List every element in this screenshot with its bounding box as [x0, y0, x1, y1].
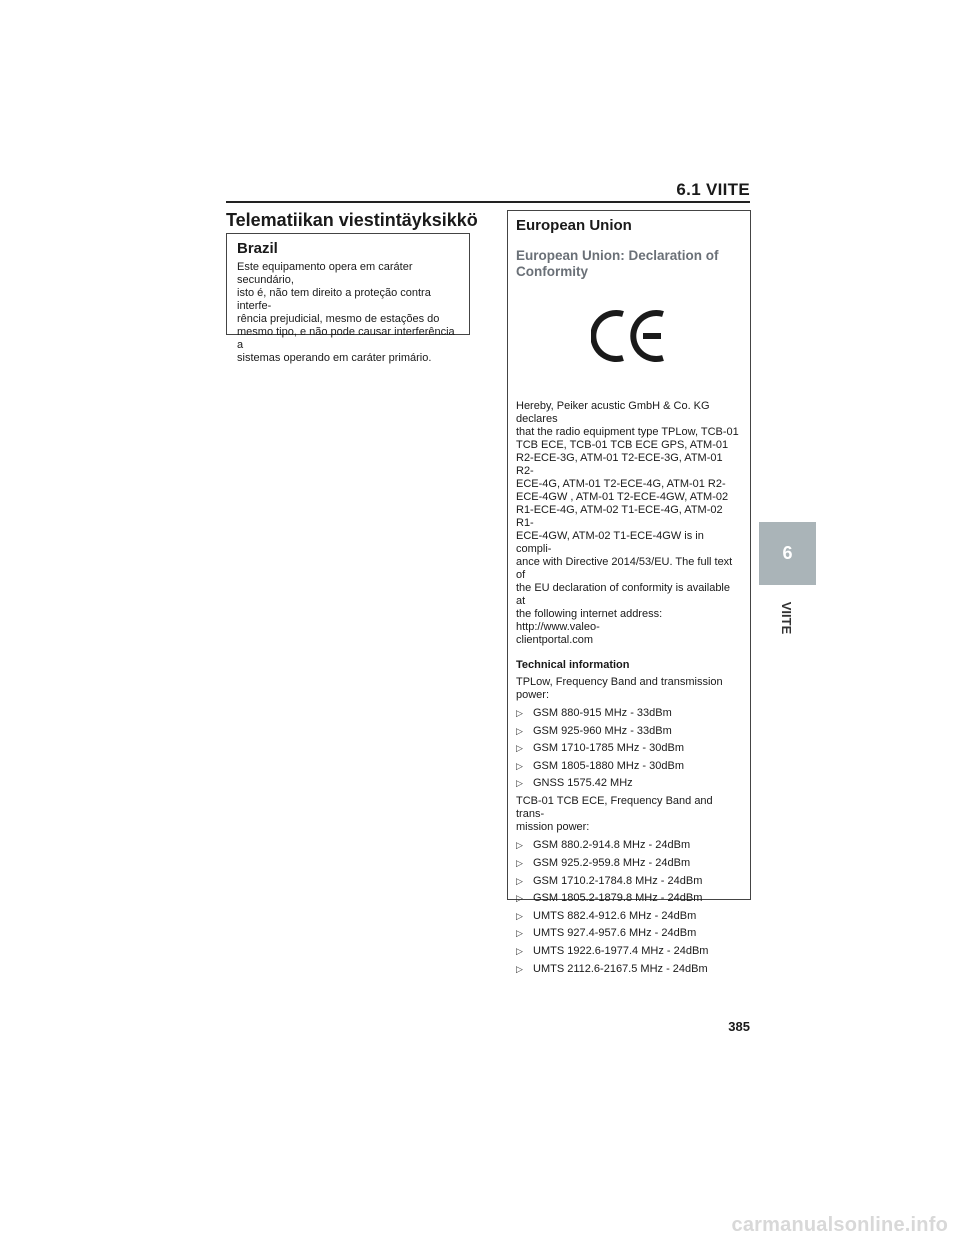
header-title: 6.1 VIITE [676, 180, 750, 199]
bullet-icon: ▷ [516, 725, 523, 736]
band-text: GNSS 1575.42 MHz [533, 777, 633, 790]
declaration-line: R1-ECE-4G, ATM-02 T1-ECE-4G, ATM-02 R1- [516, 504, 723, 529]
watermark: carmanualsonline.info [731, 1214, 948, 1236]
bullet-icon: ▷ [516, 857, 523, 868]
declaration-line: the following internet address: http://www.valeo- [516, 608, 663, 633]
band-text: GSM 880.2-914.8 MHz - 24dBm [533, 839, 691, 852]
declaration-line: Hereby, Peiker acustic GmbH & Co. KG declares [516, 400, 710, 425]
tplow-band-list [516, 707, 742, 790]
page-number: 385 [728, 1019, 750, 1034]
bullet-icon: ▷ [516, 840, 523, 851]
list-item [516, 875, 742, 888]
declaration-line: ECE-4GW, ATM-02 T1-ECE-4GW is in compli- [516, 530, 704, 555]
band-text: GSM 925-960 MHz - 33dBm [533, 724, 672, 737]
brazil-notice-box [226, 233, 470, 364]
tcb-intro-line: TCB-01 TCB ECE, Frequency Band and trans- [516, 795, 713, 821]
tcb-band-list [516, 839, 742, 975]
brazil-text [237, 261, 459, 365]
tcb-intro-line: mission power: [516, 821, 590, 834]
declaration-line: the EU declaration of conformity is available at [516, 582, 730, 607]
bullet-icon: ▷ [516, 928, 523, 939]
band-text: UMTS 882.4-912.6 MHz - 24dBm [533, 909, 697, 922]
brazil-line: rência prejudicial, mesmo de estações do [237, 313, 440, 325]
list-item [516, 927, 742, 940]
tplow-intro-line: power: [516, 689, 550, 701]
declaration-line: ance with Directive 2014/53/EU. The full text of [516, 556, 733, 581]
eu-declaration-subheading [516, 248, 742, 280]
brazil-line: sistemas operando em caráter primário. [237, 352, 432, 364]
brazil-line: mesmo tipo, e não pode causar interferência a [237, 326, 455, 351]
bullet-icon: ▷ [516, 910, 523, 921]
bullet-icon: ▷ [516, 743, 523, 754]
declaration-line: R2-ECE-3G, ATM-01 T2-ECE-3G, ATM-01 R2- [516, 452, 723, 477]
band-text: UMTS 2112.6-2167.5 MHz - 24dBm [533, 962, 708, 975]
declaration-line: that the radio equipment type TPLow, TCB-01 [516, 426, 739, 438]
band-text: GSM 880-915 MHz - 33dBm [533, 707, 672, 719]
tplow-intro [516, 676, 742, 702]
bullet-icon: ▷ [516, 963, 523, 974]
subheading-line: Conformity [516, 264, 588, 279]
header-rule [226, 201, 750, 203]
bullet-icon: ▷ [516, 708, 523, 718]
list-item [516, 945, 742, 958]
list-item [516, 839, 742, 852]
bullet-icon: ▷ [516, 760, 523, 771]
section-title: Telematiikan viestintäyksikkö [226, 210, 478, 230]
band-text: UMTS 927.4-957.6 MHz - 24dBm [533, 927, 697, 940]
bullet-icon: ▷ [516, 945, 523, 956]
list-item [516, 725, 742, 738]
declaration-line: ECE-4G, ATM-01 T2-ECE-4G, ATM-01 R2- [516, 478, 726, 490]
declaration-text [516, 400, 742, 647]
subheading-line: European Union: Declaration of [516, 248, 719, 263]
band-text: GSM 1805.2-1879.8 MHz - 24dBm [533, 892, 703, 905]
band-text: UMTS 1922.6-1977.4 MHz - 24dBm [533, 944, 709, 957]
list-item [516, 910, 742, 923]
band-text: GSM 1710.2-1784.8 MHz - 24dBm [533, 874, 703, 887]
eu-notice-box [507, 210, 751, 975]
eu-heading: European Union [516, 217, 632, 234]
declaration-line: TCB ECE, TCB-01 TCB ECE GPS, ATM-01 [516, 439, 729, 451]
tplow-intro-line: TPLow, Frequency Band and transmission [516, 676, 723, 688]
declaration-line: ECE-4GW , ATM-01 T2-ECE-4GW, ATM-02 [516, 491, 729, 503]
chapter-tab: 6 [759, 522, 816, 585]
list-item [516, 777, 742, 790]
ce-mark-icon [516, 308, 742, 364]
band-text: GSM 1710-1785 MHz - 30dBm [533, 742, 685, 755]
bullet-icon: ▷ [516, 893, 523, 904]
tcb-intro [516, 795, 742, 834]
technical-information-heading: Technical information [516, 659, 630, 671]
list-item [516, 892, 742, 905]
chapter-tab-label: VIITE [779, 601, 795, 635]
list-item [516, 963, 742, 976]
declaration-line: clientportal.com [516, 634, 594, 646]
brazil-line: Este equipamento opera em caráter secundário, [237, 261, 413, 286]
list-item [516, 707, 742, 720]
bullet-icon: ▷ [516, 778, 523, 789]
band-text: GSM 1805-1880 MHz - 30dBm [533, 759, 685, 772]
brazil-heading: Brazil [237, 240, 278, 257]
brazil-line: isto é, não tem direito a proteção contra interfe- [237, 287, 431, 312]
list-item [516, 857, 742, 870]
list-item [516, 760, 742, 773]
list-item [516, 742, 742, 755]
band-text: GSM 925.2-959.8 MHz - 24dBm [533, 856, 691, 869]
bullet-icon: ▷ [516, 875, 523, 886]
